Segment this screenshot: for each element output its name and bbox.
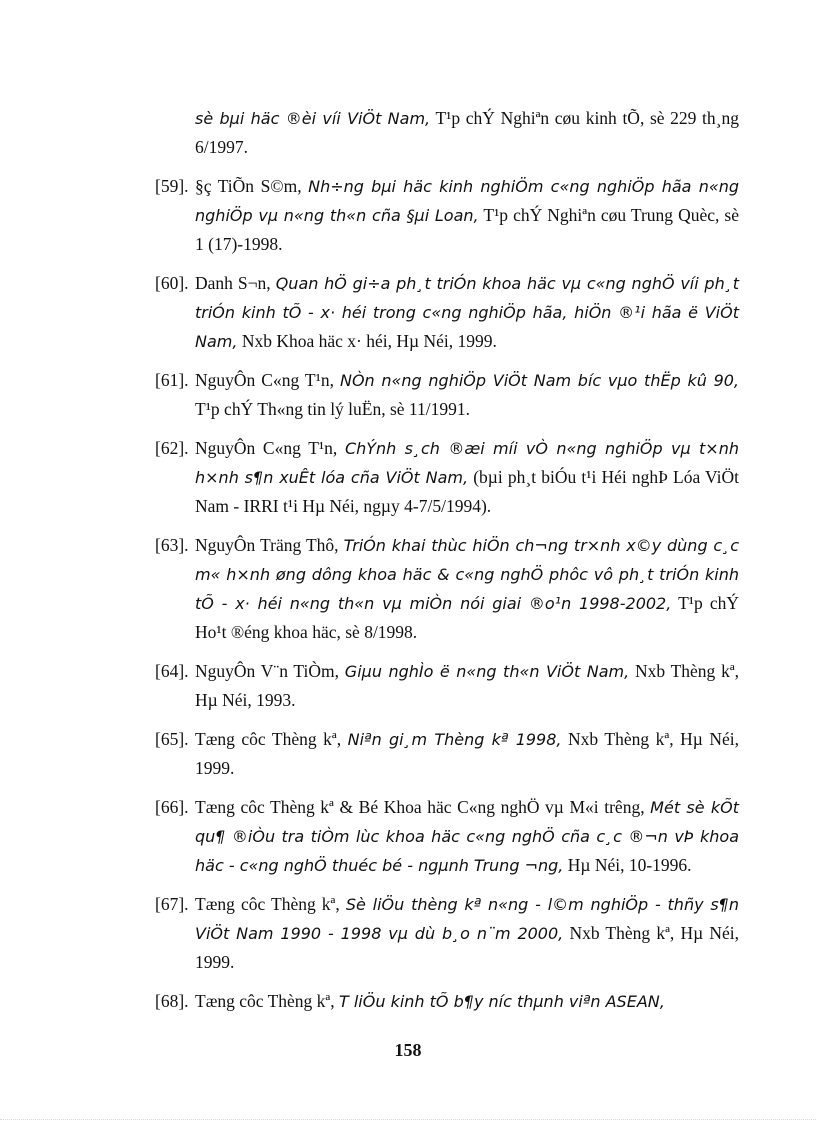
reference-number: [62]. (155, 438, 189, 458)
reference-body (195, 269, 739, 356)
reference-title: sè bµi häc ®èi víi ViÖt Nam, (195, 109, 431, 128)
reference-body (195, 531, 739, 647)
reference-number: [66]. (155, 797, 189, 817)
reference-source: Nxb Thèng kª, Hµ Néi, 1999. (195, 729, 739, 778)
reference-item (155, 987, 739, 1016)
reference-source: T¹p chÝ Nghiªn cøu Trung Quèc, sè 1 (17)-1998. (195, 205, 740, 254)
reference-body (195, 657, 739, 715)
reference-title: Quan hÖ gi÷a ph¸t triÓn khoa häc vµ c«ng nghÖ víi ph¸t triÓn kinh tÕ - x· héi trong c«ng nghiÖp hãa, hiÖn ®¹i hãa ë ViÖt Nam, (195, 274, 740, 351)
reference-number: [67]. (155, 894, 189, 914)
reference-body (195, 725, 739, 783)
reference-author: Tæng côc Thèng kª & Bé Khoa häc C«ng nghÖ vµ M«i trêng, (195, 797, 645, 817)
reference-body (195, 104, 739, 162)
reference-item (155, 725, 739, 783)
reference-title: T liÖu kinh tÕ b¶y níc thµnh viªn ASEAN, (339, 992, 665, 1011)
reference-author: Tæng côc Thèng kª, (195, 991, 335, 1011)
reference-source: Nxb Thèng kª, Hµ Néi, 1999. (195, 923, 739, 972)
reference-number: [65]. (155, 729, 189, 749)
reference-number: [60]. (155, 273, 189, 293)
reference-item (155, 104, 739, 162)
reference-title: NÒn n«ng nghiÖp ViÖt Nam bíc vµo thËp kû 90, (339, 371, 740, 390)
reference-source: (bµi ph¸t biÓu t¹i Héi nghÞ Lóa ViÖt Nam - IRRI t¹i Hµ Néi, ngµy 4-7/5/1994). (195, 467, 739, 516)
reference-source: Hµ Néi, 10-1996. (567, 855, 692, 875)
reference-number: [63]. (155, 535, 189, 555)
reference-source: T¹p chÝ Ho¹t ®éng khoa häc, sè 8/1998. (195, 593, 740, 642)
reference-item (155, 890, 739, 977)
reference-title: Niªn gi¸m Thèng kª 1998, (347, 730, 562, 749)
reference-item (155, 366, 739, 424)
reference-source: Nxb Khoa häc x· héi, Hµ Néi, 1999. (241, 331, 497, 351)
reference-author: §ç TiÕn S©m, (195, 176, 302, 196)
reference-author: NguyÔn Träng Thô, (195, 535, 339, 555)
reference-item (155, 269, 739, 356)
reference-author: Tæng côc Thèng kª, (195, 894, 340, 914)
reference-number: [68]. (155, 991, 189, 1011)
reference-source: T¹p chÝ Nghiªn cøu kinh tÕ, sè 229 th¸ng 6/1997. (195, 108, 739, 157)
reference-item (155, 793, 739, 880)
reference-item (155, 657, 739, 715)
reference-body (195, 172, 739, 259)
reference-item (155, 531, 739, 647)
reference-body (195, 890, 739, 977)
reference-body (195, 793, 739, 880)
reference-source: T¹p chÝ Th«ng tin lý luËn, sè 11/1991. (195, 399, 471, 419)
reference-title: Giµu nghÌo ë n«ng th«n ViÖt Nam, (344, 662, 630, 681)
reference-list (155, 104, 739, 1026)
reference-title: Mét sè kÕt qu¶ ®iÒu tra tiÒm lùc khoa häc c«ng nghÖ cña c¸c ®¬n vÞ khoa häc - c«ng nghÖ thuéc bé - ngµnh Trung ¬ng, (195, 798, 740, 875)
reference-item (155, 434, 739, 521)
reference-title: TriÓn khai thùc hiÖn ch¬ng tr×nh x©y dùng c¸c m« h×nh øng dông khoa häc & c«ng nghÖ phôc vô ph¸t triÓn kinh tÕ - x· héi n«ng th«n vµ miÒn nói giai ®o¹n 1998-2002, (195, 536, 739, 613)
reference-author: NguyÔn V¨n TiÒm, (195, 661, 339, 681)
page-number: 158 (394, 1040, 422, 1060)
reference-body (195, 434, 739, 521)
reference-item (155, 172, 739, 259)
reference-title: Nh÷ng bµi häc kinh nghiÖm c«ng nghiÖp hãa n«ng nghiÖp vµ n«ng th«n cña §µi Loan, (195, 177, 740, 225)
reference-author: NguyÔn C«ng T¹n, (195, 370, 334, 390)
reference-source: Nxb Thèng kª, Hµ Néi, 1993. (195, 661, 740, 710)
reference-number: [64]. (155, 661, 189, 681)
reference-number: [59]. (155, 176, 189, 196)
bottom-dotted-divider (0, 1119, 816, 1120)
reference-title: ChÝnh s¸ch ®æi míi vÒ n«ng nghiÖp vµ t×nh h×nh s¶n xuÊt lóa cña ViÖt Nam, (195, 439, 739, 487)
reference-title: Sè liÖu thèng kª n«ng - l©m nghiÖp - thñy s¶n ViÖt Nam 1990 - 1998 vµ dù b¸o n¨m 2000, (195, 895, 739, 943)
reference-author: NguyÔn C«ng T¹n, (195, 438, 338, 458)
reference-number: [61]. (155, 370, 189, 390)
reference-body (195, 987, 739, 1016)
reference-body (195, 366, 739, 424)
reference-author: Tæng côc Thèng kª, (195, 729, 342, 749)
reference-author: Danh S¬n, (195, 273, 271, 293)
